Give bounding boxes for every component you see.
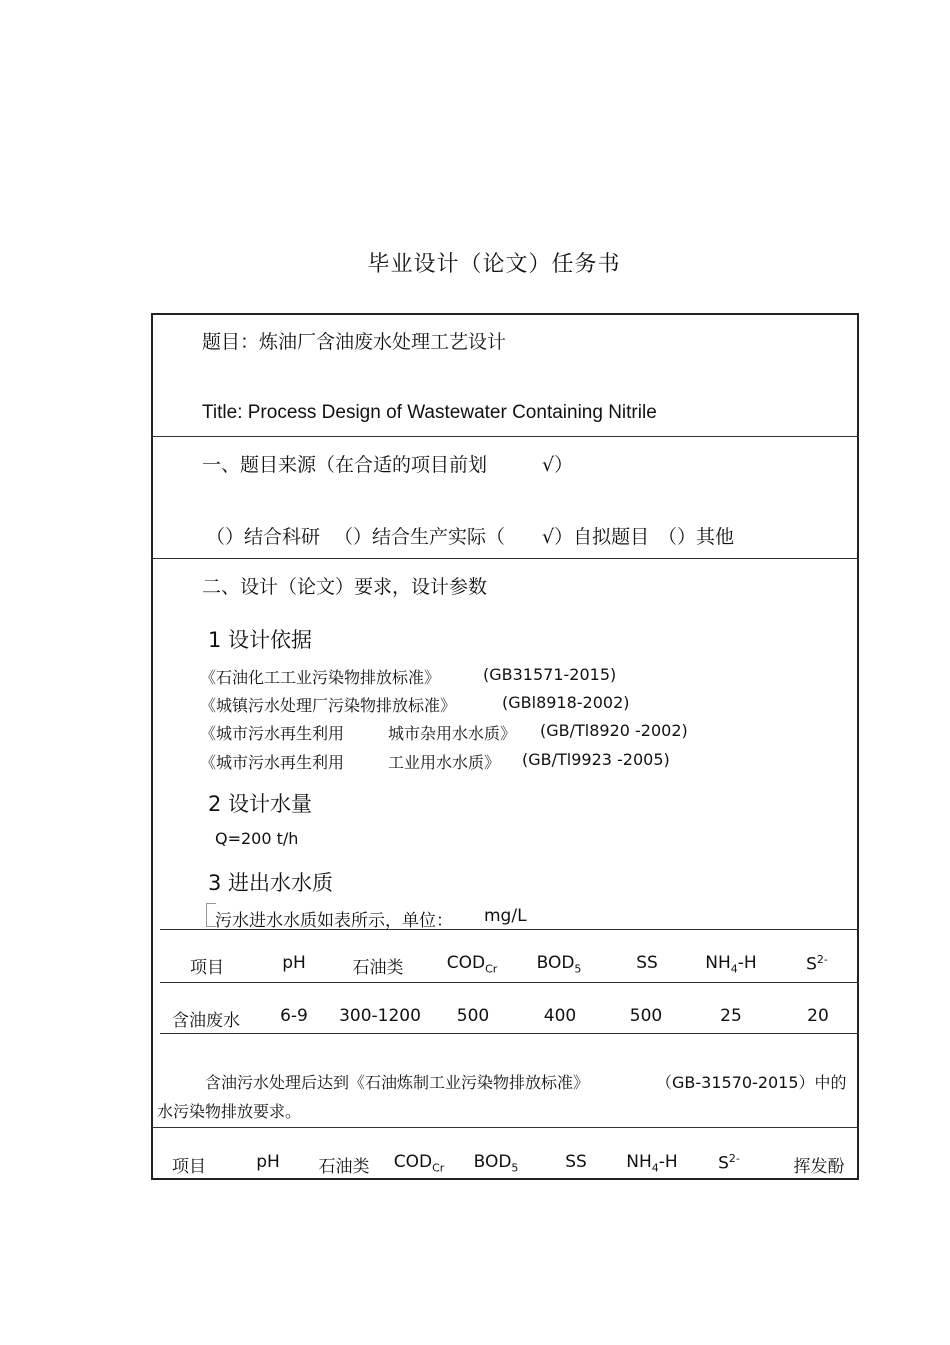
inlet-header-nh: $NH_4-H$ xyxy=(705,953,757,976)
task-table-frame xyxy=(151,313,859,1180)
standard-name-part2: 工业用水水质》 xyxy=(388,753,501,772)
section2-heading: 二、设计（论文）要求，设计参数 xyxy=(202,576,488,598)
quality-title: 3 进出水水质 xyxy=(208,871,334,895)
topic-en: Title: Process Design of Wastewater Containing Nitrile xyxy=(202,402,657,423)
standard-code: (GB/Tl9923 -2005) xyxy=(522,750,670,769)
option-self-proposed: √）自拟题目 xyxy=(542,526,650,548)
outlet-text: 含油污水处理后达到《石油炼制工业污染物排放标准》 xyxy=(205,1073,590,1092)
basis-title: 1 设计依据 xyxy=(208,628,313,652)
inlet-cell: 400 xyxy=(543,1006,577,1026)
inlet-cell: 500 xyxy=(629,1006,663,1026)
table-header-rule xyxy=(160,982,859,983)
inlet-cell: 20 xyxy=(807,1006,829,1026)
page-title: 毕业设计（论文）任务书 xyxy=(367,252,621,277)
standard-code: (GB31571-2015) xyxy=(483,665,617,684)
quality-intro: 污水进水水质如表所示，单位： xyxy=(215,911,453,931)
row-divider xyxy=(151,558,859,559)
option-other: （）其他 xyxy=(658,526,735,548)
standard-name-part2: 城市杂用水水质》 xyxy=(388,724,517,743)
standard-name: 《石油化工工业污染物排放标准》 xyxy=(200,668,441,687)
inlet-cell: 含油废水 xyxy=(172,1011,240,1031)
outlet-header-cod: $COD_{Cr}$ xyxy=(393,1152,445,1175)
inlet-cell: 500 xyxy=(456,1006,490,1026)
standard-name: 《城市污水再生利用 xyxy=(200,724,345,743)
outlet-header-phenol: 挥发酚 xyxy=(793,1157,845,1177)
outlet-header-nh: $NH_4-H$ xyxy=(626,1152,678,1175)
table-top-rule xyxy=(160,929,859,930)
flow-value: Q=200 t/h xyxy=(215,829,299,848)
inlet-cell: 300-1200 xyxy=(339,1006,421,1026)
inlet-cell: 25 xyxy=(720,1006,742,1026)
standard-name: 《城镇污水处理厂污染物排放标准》 xyxy=(200,696,457,715)
inlet-header-ss: SS xyxy=(636,953,658,973)
outlet-text-code: （GB-31570-2015）中的 xyxy=(656,1073,847,1092)
outlet-header-ss: SS xyxy=(565,1152,587,1172)
outlet-header-ph: pH xyxy=(256,1152,280,1172)
option-research: （）结合科研 xyxy=(206,526,321,548)
section1-heading: 一、题目来源（在合适的项目前划 xyxy=(202,454,488,476)
section1-check: √） xyxy=(542,454,574,476)
table-top-rule xyxy=(151,1127,859,1128)
inlet-header-ph: pH xyxy=(282,953,306,973)
standard-code: (GB/Tl8920 -2002) xyxy=(540,721,688,740)
quality-unit: mg/L xyxy=(484,906,527,926)
outlet-header-oil: 石油类 xyxy=(318,1157,370,1177)
topic-cn: 题目：炼油厂含油废水处理工艺设计 xyxy=(202,331,507,353)
outlet-header-s: $S^{2-}$ xyxy=(718,1152,740,1174)
inlet-header-cod: $COD_{Cr}$ xyxy=(446,953,498,976)
outlet-text-line2: 水污染物排放要求。 xyxy=(157,1102,302,1121)
flow-title: 2 设计水量 xyxy=(208,792,313,816)
row-divider xyxy=(151,436,859,437)
inlet-cell: 6-9 xyxy=(280,1006,308,1026)
standard-name: 《城市污水再生利用 xyxy=(200,753,345,772)
option-production: （）结合生产实际（ xyxy=(334,526,506,548)
table-bottom-rule xyxy=(160,1033,859,1034)
inlet-header-oil: 石油类 xyxy=(352,958,404,978)
inlet-header-bod: $BOD_5$ xyxy=(536,953,582,976)
inlet-header-s: $S^{2-}$ xyxy=(806,953,828,975)
standard-code: (GBl8918-2002) xyxy=(502,693,630,712)
outlet-header-item: 项目 xyxy=(172,1157,206,1177)
outlet-header-bod: $BOD_5$ xyxy=(473,1152,519,1175)
inlet-header-item: 项目 xyxy=(190,958,224,978)
